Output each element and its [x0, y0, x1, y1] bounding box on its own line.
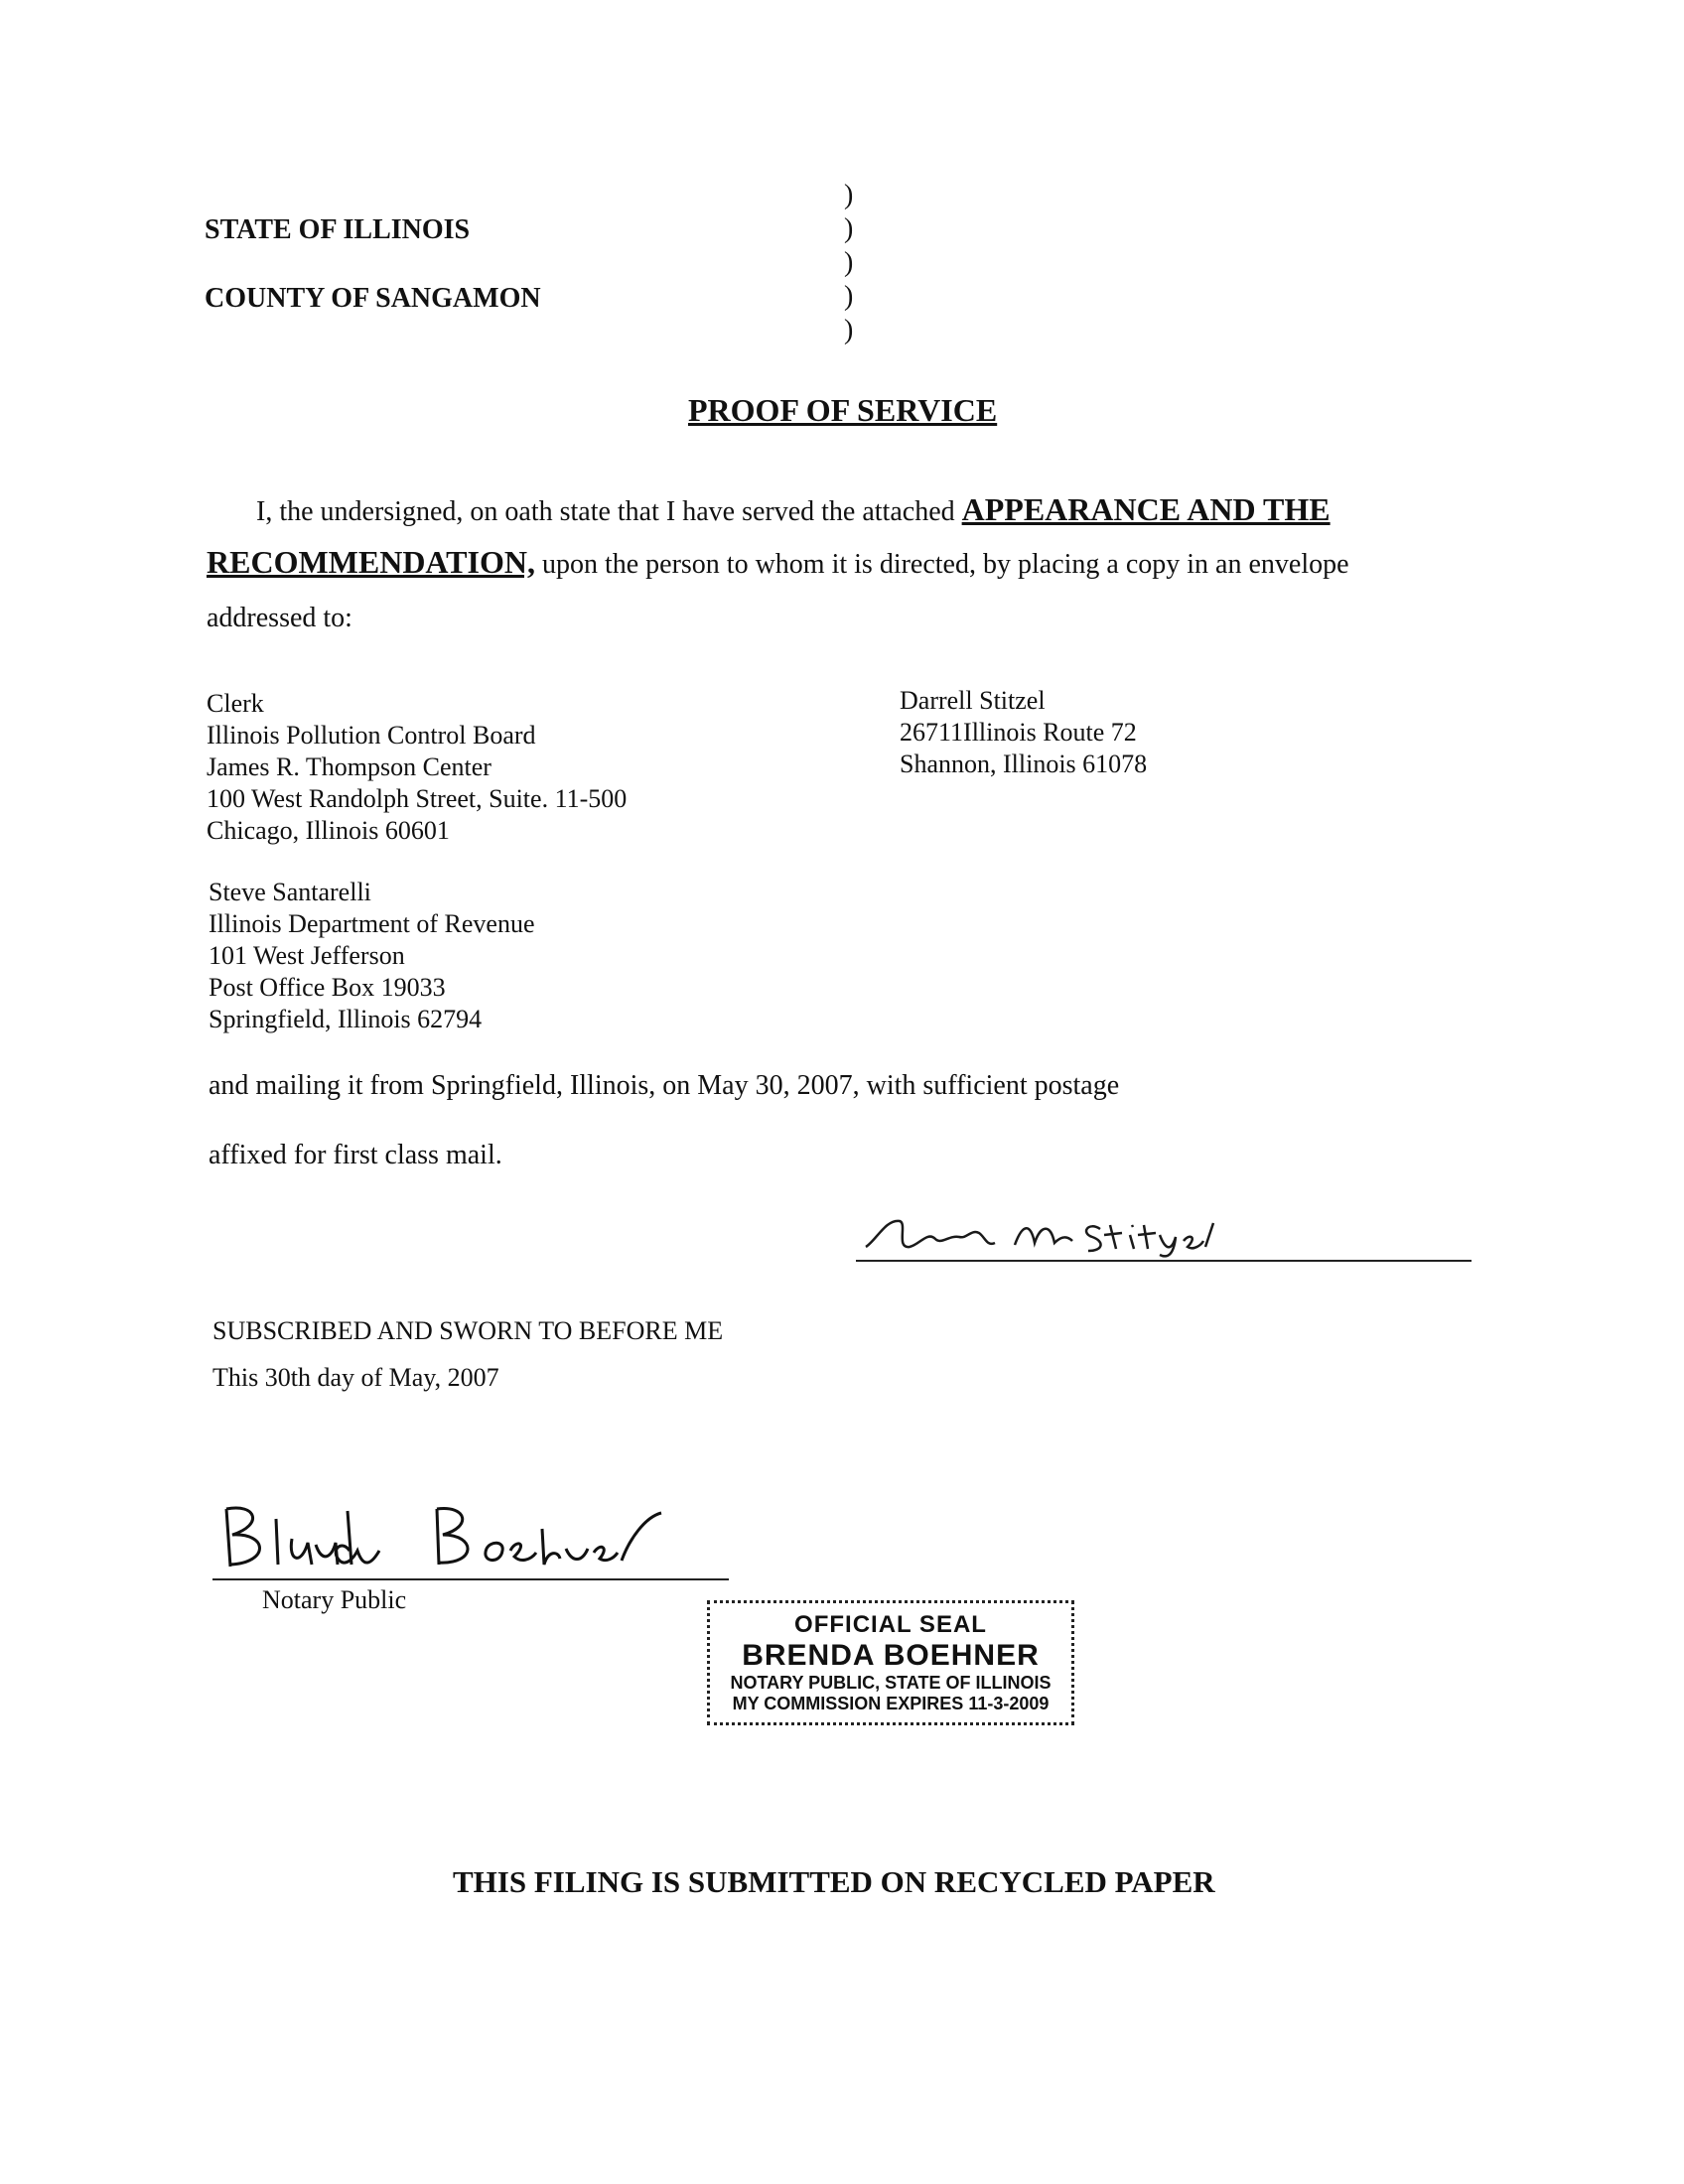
address-line: Springfield, Illinois 62794	[209, 1005, 483, 1033]
caption-county: COUNTY OF SANGAMON	[205, 283, 541, 314]
affiant-signature-image	[856, 1211, 1472, 1259]
document-name-part-1: APPEARANCE AND THE	[961, 491, 1331, 527]
intro-line-3: addressed to:	[207, 603, 352, 633]
address-line: Illinois Department of Revenue	[209, 909, 535, 938]
mailing-line-2: affixed for first class mail.	[209, 1140, 502, 1170]
address-line: 100 West Randolph Street, Suite. 11-500	[207, 784, 628, 813]
page-title: PROOF OF SERVICE	[688, 392, 998, 428]
paren: )	[844, 180, 854, 210]
recycled-paper-footer: THIS FILING IS SUBMITTED ON RECYCLED PAPER	[453, 1864, 1215, 1899]
recipient-stitzel	[900, 685, 1147, 780]
intro-tail: upon the person to whom it is directed, by placing a copy in an envelope	[534, 549, 1349, 580]
paren: )	[844, 281, 854, 312]
seal-jurisdiction: NOTARY PUBLIC, STATE OF ILLINOIS	[730, 1673, 1052, 1693]
official-seal-stamp	[707, 1600, 1074, 1725]
address-line: James R. Thompson Center	[207, 752, 491, 781]
paren: )	[844, 315, 854, 345]
address-line: Darrell Stitzel	[900, 686, 1046, 715]
notary-signature	[212, 1499, 729, 1574]
mailing-line-1: and mailing it from Springfield, Illinois, on May 30, 2007, with sufficient postage	[209, 1070, 1120, 1101]
address-line: Shannon, Illinois 61078	[900, 750, 1148, 778]
address-line: Clerk	[207, 689, 264, 718]
caption-parentheses	[844, 179, 853, 347]
seal-title: OFFICIAL SEAL	[794, 1611, 987, 1638]
intro-line-2	[207, 544, 1349, 581]
affiant-signature-line	[856, 1260, 1472, 1262]
affiant-signature	[856, 1211, 1472, 1259]
recipient-santarelli	[209, 877, 535, 1035]
seal-name: BRENDA BOEHNER	[742, 1639, 1040, 1672]
notary-public-label: Notary Public	[262, 1585, 407, 1614]
intro-line-1	[256, 491, 1331, 528]
recipient-clerk	[207, 688, 627, 847]
address-line: Illinois Pollution Control Board	[207, 721, 536, 750]
address-line: 101 West Jefferson	[209, 941, 405, 970]
address-line: Steve Santarelli	[209, 878, 371, 906]
sworn-line-2: This 30th day of May, 2007	[212, 1363, 499, 1392]
paren: )	[844, 247, 854, 278]
caption-state: STATE OF ILLINOIS	[205, 214, 471, 245]
address-line: Chicago, Illinois 60601	[207, 816, 450, 845]
seal-commission: MY COMMISSION EXPIRES 11-3-2009	[732, 1694, 1050, 1713]
document-name-part-2: RECOMMENDATION,	[207, 544, 535, 580]
paren: )	[844, 213, 854, 244]
notary-signature-line	[212, 1578, 729, 1580]
intro-lead: I, the undersigned, on oath state that I have served the attached	[256, 496, 962, 527]
sworn-line-1: SUBSCRIBED AND SWORN TO BEFORE ME	[212, 1316, 724, 1345]
notary-signature-image	[212, 1499, 729, 1574]
address-line: Post Office Box 19033	[209, 973, 446, 1002]
address-line: 26711Illinois Route 72	[900, 718, 1137, 747]
